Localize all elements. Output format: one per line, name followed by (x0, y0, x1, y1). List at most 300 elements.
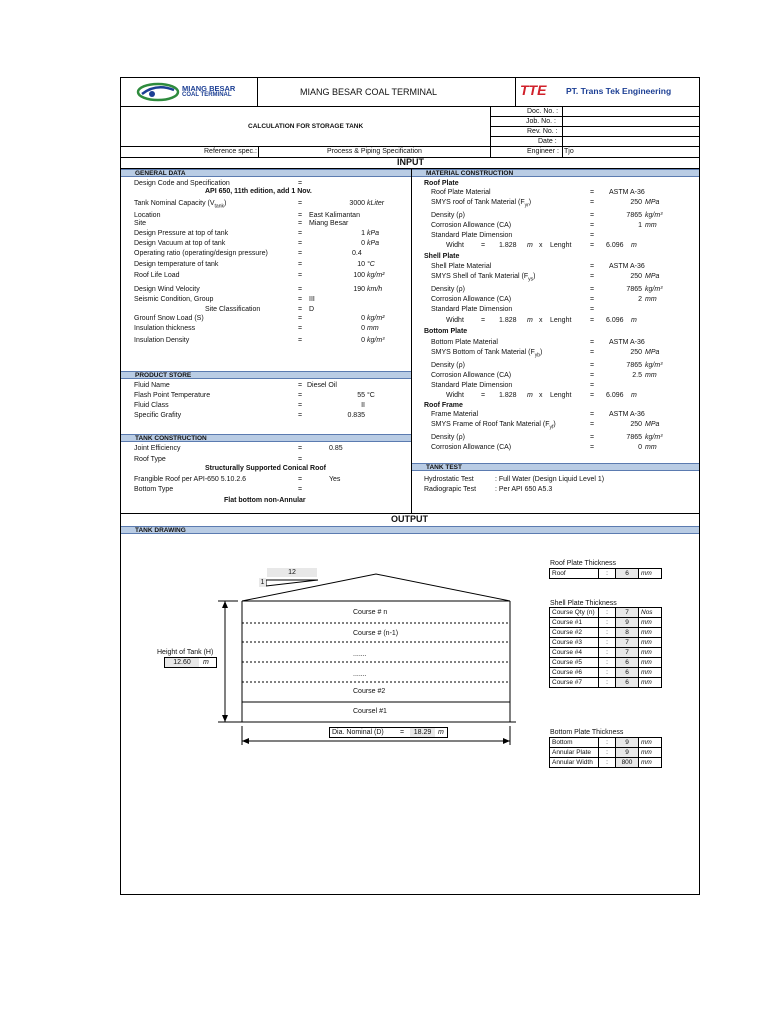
thickness-unit: mm (639, 569, 662, 579)
thickness-value: 9 (616, 748, 639, 758)
thickness-label: Course #4 (550, 648, 599, 658)
general-value: 0 (361, 325, 365, 332)
general-eq: = (298, 296, 303, 303)
general-eq: = (298, 272, 303, 279)
thickness-value: 7 (616, 648, 639, 658)
diameter-eq: = (400, 729, 405, 736)
thickness-value: 6 (616, 668, 639, 678)
material-value: ASTM A-36 (609, 263, 645, 270)
material-unit: MPa (645, 273, 660, 280)
docinfo-vdivider (490, 106, 491, 157)
thickness-value: 6 (616, 658, 639, 668)
material-eq: = (590, 362, 595, 369)
plate-unit: m (631, 392, 637, 399)
plate-times: x (539, 392, 543, 399)
engineer-value: Tjo (564, 148, 574, 155)
plate-width-value: 1.828 (499, 242, 517, 249)
general-value: 0.4 (352, 250, 362, 257)
tank-con-label: Roof Type (134, 456, 166, 463)
hydro-test-value: : Full Water (Design Liquid Level 1) (495, 476, 605, 483)
material-label: Density (ρ) (431, 286, 465, 293)
table-row (550, 678, 662, 688)
material-eq: = (590, 232, 595, 239)
product-value: 0.835 (347, 412, 365, 419)
general-value: East Kalimantan (309, 212, 360, 219)
material-label: Corrosion Allowance (CA) (431, 372, 512, 379)
material-label: Density (ρ) (431, 362, 465, 369)
general-unit: km/h (367, 286, 383, 293)
thickness-colon: : (599, 738, 616, 748)
thickness-unit: mm (639, 758, 662, 768)
height-value: 12.60 (165, 658, 199, 667)
plate-unit: m (527, 317, 533, 324)
material-value: 1 (638, 222, 642, 229)
docinfo-row-line (490, 136, 700, 137)
thickness-value: 8 (616, 628, 639, 638)
material-unit: kg/m³ (645, 286, 663, 293)
general-value: 10 (357, 261, 365, 268)
docinfo-row-line (490, 116, 700, 117)
label-subscript: yf (549, 424, 554, 431)
plate-eq: = (481, 392, 486, 399)
diameter-box (329, 727, 448, 738)
thickness-colon: : (599, 628, 616, 638)
plate-length-value: 6.096 (606, 242, 624, 249)
general-label: Insulation Density (134, 337, 190, 344)
material-label: Density (ρ) (431, 212, 465, 219)
general-unit: kLiter (367, 200, 385, 207)
material-eq: = (590, 349, 595, 356)
general-eq: = (298, 180, 303, 187)
arrow-down-icon (222, 715, 228, 722)
slope-rise-value: 1 (260, 579, 265, 586)
product-label: Fluid Name (134, 382, 170, 389)
material-unit: MPa (645, 199, 660, 206)
plate-times: x (539, 242, 543, 249)
header-divider (120, 106, 700, 107)
thickness-colon: : (599, 658, 616, 668)
thickness-colon: : (599, 638, 616, 648)
tank-con-label: Frangible Roof per API-650 5.10.2.6 (134, 476, 247, 483)
material-value: ASTM A-36 (609, 411, 645, 418)
table-row (550, 658, 662, 668)
bottom-thickness-table (549, 737, 662, 768)
plate-width-label: Widht (446, 392, 464, 399)
table-row (550, 628, 662, 638)
thickness-unit: mm (639, 648, 662, 658)
contractor-logo (520, 82, 690, 102)
docinfo-row-line (490, 126, 700, 127)
material-label: Shell Plate Material (431, 263, 492, 270)
material-value: 7865 (626, 434, 642, 441)
material-unit: mm (645, 444, 657, 451)
thickness-colon: : (599, 648, 616, 658)
plate-length-label: Lenght (550, 392, 572, 399)
general-label: Roof Life Load (134, 272, 180, 279)
thickness-label: Course #3 (550, 638, 599, 648)
plate-length-value: 6.096 (606, 317, 624, 324)
general-value: 3000 (349, 200, 365, 207)
thickness-label: Course Qty (n) (550, 608, 599, 618)
general-value: 100 (353, 272, 365, 279)
table-row (550, 648, 662, 658)
product-label: Fluid Class (134, 402, 169, 409)
logo-subtext: COAL TERMINAL (182, 92, 232, 98)
material-eq: = (590, 382, 595, 389)
material-value: 2.5 (632, 372, 642, 379)
plate-eq: = (590, 392, 595, 399)
general-value: 0 (361, 337, 365, 344)
tank-con-value: Yes (329, 476, 341, 483)
thickness-unit: mm (639, 678, 662, 688)
sheet-subtitle: CALCULATION FOR STORAGE TANK (248, 123, 364, 130)
general-unit: kPa (367, 240, 380, 247)
general-value: 190 (353, 286, 365, 293)
material-label: Standard Plate Dimension (431, 232, 513, 239)
general-eq: = (298, 220, 303, 227)
material-eq: = (590, 339, 595, 346)
general-value: D (309, 306, 315, 313)
material-value: 0 (638, 444, 642, 451)
table-row (550, 618, 662, 628)
general-unit: °C (367, 261, 375, 268)
height-box (164, 657, 217, 668)
thickness-label: Annular Width (550, 758, 599, 768)
course-label-n: Course # n (353, 609, 388, 616)
general-label: Seismic Condition, Group (134, 296, 214, 303)
general-eq: = (298, 200, 303, 207)
material-eq: = (590, 296, 595, 303)
material-eq: = (590, 199, 595, 206)
general-label: Design Code and Specification (134, 180, 230, 187)
material-value: 250 (630, 349, 642, 356)
radio-test-value: : Per API 650 A5.3 (495, 486, 553, 493)
arrow-left-icon (242, 738, 249, 744)
general-eq: = (298, 306, 303, 313)
rev-no-label: Rev. No. : (527, 128, 558, 135)
material-label: Density (ρ) (431, 434, 465, 441)
plate-width-label: Widht (446, 317, 464, 324)
roof-thickness-table (549, 568, 662, 579)
header-vdivider (515, 77, 516, 106)
general-value: 0 (361, 315, 365, 322)
general-eq: = (298, 230, 303, 237)
roof-plate-heading: Roof Plate (424, 180, 459, 187)
material-unit: kg/m³ (645, 212, 663, 219)
general-data-heading: GENERAL DATA (121, 169, 411, 177)
general-eq: = (298, 286, 303, 293)
thickness-unit: mm (639, 748, 662, 758)
header-vdivider (257, 77, 258, 106)
product-eq: = (298, 412, 303, 419)
material-eq: = (590, 444, 595, 451)
material-label: Standard Plate Dimension (431, 382, 513, 389)
thickness-value: 7 (616, 638, 639, 648)
thickness-label: Roof (550, 569, 599, 579)
label-subscript: tank (214, 203, 224, 210)
course-label-2: Course #2 (353, 688, 386, 695)
tank-con-value-bold: Flat bottom non-Annular (224, 497, 306, 504)
table-row (550, 608, 662, 618)
thickness-value: 800 (616, 758, 639, 768)
ref-spec-label: Reference spec.: (204, 148, 257, 155)
tank-roof (242, 574, 510, 601)
material-eq: = (590, 286, 595, 293)
thickness-colon: : (599, 678, 616, 688)
thickness-value: 9 (616, 738, 639, 748)
thickness-value: 9 (616, 618, 639, 628)
product-value: Diesel Oil (307, 382, 337, 389)
general-unit: kg/m³ (367, 337, 385, 344)
plate-eq: = (590, 317, 595, 324)
material-label: Corrosion Allowance (CA) (431, 444, 512, 451)
tank-con-value: 0.85 (329, 445, 343, 452)
bottom-plate-heading: Bottom Plate (424, 328, 468, 335)
general-label: Site Classification (205, 306, 261, 313)
general-value-bold: API 650, 11th edition, add 1 Nov. (205, 188, 312, 195)
diameter-label: Dia. Nominal (D) (332, 729, 384, 736)
engineer-label: Engineer : (527, 148, 559, 155)
height-unit: m (203, 659, 209, 666)
table-row (550, 748, 662, 758)
thickness-colon: : (599, 618, 616, 628)
material-eq: = (590, 421, 595, 428)
general-eq: = (298, 325, 303, 332)
general-eq: = (298, 261, 303, 268)
slope-run-value: 12 (267, 568, 317, 577)
ref-row-line (120, 146, 490, 147)
course-label-1: Coursel #1 (353, 708, 387, 715)
material-eq: = (590, 306, 595, 313)
tank-drawing-heading: TANK DRAWING (121, 526, 699, 534)
table-row (550, 758, 662, 768)
slope-hyp-line (266, 580, 318, 586)
logo-text: MIANG BESAR (182, 84, 236, 93)
general-label: Design temperature of tank (134, 261, 219, 268)
material-value: 7865 (626, 362, 642, 369)
general-eq: = (298, 250, 303, 257)
thickness-label: Course #7 (550, 678, 599, 688)
output-heading: OUTPUT (391, 514, 428, 524)
ref-spec-value: Process & Piping Specification (327, 148, 422, 155)
tank-con-eq: = (298, 476, 303, 483)
product-label: Flash Point Temperature (134, 392, 211, 399)
material-unit: kg/m³ (645, 362, 663, 369)
material-eq: = (590, 372, 595, 379)
general-label: Operating ratio (operating/design pressure) (134, 250, 268, 257)
thickness-colon: : (599, 668, 616, 678)
shell-thickness-title: Shell Plate Thickness (550, 600, 617, 607)
general-label: Location (134, 212, 161, 219)
plate-length-label: Lenght (550, 242, 572, 249)
material-label: Standard Plate Dimension (431, 306, 513, 313)
material-eq: = (590, 189, 595, 196)
material-eq: = (590, 411, 595, 418)
general-unit: kPa (367, 230, 380, 237)
general-value: 1 (361, 230, 365, 237)
material-eq: = (590, 212, 595, 219)
general-unit: kg/m² (367, 272, 385, 279)
tank-test-heading: TANK TEST (412, 463, 699, 471)
product-eq: = (298, 382, 303, 389)
material-eq: = (590, 263, 595, 270)
arrow-up-icon (222, 601, 228, 608)
doc-no-label: Doc. No. : (527, 108, 559, 115)
plate-eq: = (590, 242, 595, 249)
logo-swirl-icon (136, 81, 180, 103)
hydro-test-label: Hydrostatic Test (424, 476, 474, 483)
thickness-unit: mm (639, 628, 662, 638)
ref-vdivider (258, 146, 259, 157)
material-label: SMYS Shell of Tank Material $(F_{ys})$ (431, 273, 536, 283)
tank-con-eq: = (298, 445, 303, 452)
thickness-colon: : (599, 569, 616, 579)
thickness-label: Course #1 (550, 618, 599, 628)
thickness-value: 6 (616, 678, 639, 688)
material-eq: = (590, 273, 595, 280)
diameter-unit: m (438, 729, 444, 736)
material-label: SMYS Frame of Roof Tank Material $(F_{yf})$ (431, 421, 556, 431)
product-value: 55 (357, 392, 365, 399)
material-label: Corrosion Allowance (CA) (431, 222, 512, 229)
general-label: Design Vacuum at top of tank (134, 240, 226, 247)
material-eq: = (590, 222, 595, 229)
thickness-colon: : (599, 608, 616, 618)
roof-frame-heading: Roof Frame (424, 402, 463, 409)
plate-unit: m (527, 242, 533, 249)
radio-test-label: Radiograpic Test (424, 486, 477, 493)
table-row (550, 738, 662, 748)
tank-con-label: Bottom Type (134, 486, 174, 493)
thickness-value: 6 (616, 569, 639, 579)
material-value: 250 (630, 199, 642, 206)
product-unit: °C (367, 392, 375, 399)
product-value: II (361, 402, 365, 409)
general-value: Miang Besar (309, 220, 349, 227)
material-label: Frame Material (431, 411, 479, 418)
tte-logo-mark: TTE (520, 82, 547, 98)
input-heading: INPUT (397, 157, 424, 167)
material-construction-heading: MATERIAL CONSTRUCTION (412, 169, 699, 177)
material-unit: MPa (645, 421, 660, 428)
table-row (550, 638, 662, 648)
course-label-dots: ....... (353, 651, 367, 658)
thickness-value: 7 (616, 608, 639, 618)
job-no-label: Job. No. : (526, 118, 556, 125)
general-eq: = (298, 337, 303, 344)
tank-construction-heading: TANK CONSTRUCTION (121, 434, 411, 442)
material-value: 7865 (626, 286, 642, 293)
thickness-label: Course #6 (550, 668, 599, 678)
thickness-label: Course #2 (550, 628, 599, 638)
label-subscript: ys (528, 276, 534, 283)
material-unit: MPa (645, 349, 660, 356)
thickness-label: Bottom (550, 738, 599, 748)
thickness-unit: mm (639, 738, 662, 748)
plate-eq: = (481, 317, 486, 324)
material-value: ASTM A-36 (609, 189, 645, 196)
shell-thickness-table (549, 607, 662, 688)
input-column-divider (411, 168, 412, 513)
material-label: SMYS roof of Tank Material $(F_{yr})$ (431, 199, 532, 209)
general-label: Design Pressure at top of tank (134, 230, 229, 237)
material-label: Corrosion Allowance (CA) (431, 296, 512, 303)
plate-width-label: Widht (446, 242, 464, 249)
plate-eq: = (481, 242, 486, 249)
general-value: 0 (361, 240, 365, 247)
plate-unit: m (631, 242, 637, 249)
thickness-unit: mm (639, 638, 662, 648)
material-eq: = (590, 434, 595, 441)
plate-length-value: 6.096 (606, 392, 624, 399)
roof-thickness-title: Roof Plate Thickness (550, 560, 617, 567)
thickness-unit: mm (639, 618, 662, 628)
thickness-colon: : (599, 748, 616, 758)
general-label: Insulation thickness (134, 325, 196, 332)
course-label-dots: ....... (353, 671, 367, 678)
thickness-colon: : (599, 758, 616, 768)
material-value: 250 (630, 273, 642, 280)
tank-con-eq: = (298, 486, 303, 493)
general-label: Tank Nominal Capacity $(V_{tank})$ (134, 200, 227, 210)
page-title: MIANG BESAR COAL TERMINAL (300, 87, 438, 97)
plate-length-label: Lenght (550, 317, 572, 324)
table-row (550, 569, 662, 579)
product-label: Specific Grafity (134, 412, 182, 419)
course-label-n-1: Course # (n-1) (353, 630, 399, 637)
general-label: Grounf Snow Load (S) (134, 315, 204, 322)
material-value: 250 (630, 421, 642, 428)
height-label: Height of Tank (H) (157, 649, 214, 656)
docinfo-row-line (490, 146, 700, 147)
general-value: III (309, 296, 315, 303)
tank-con-value-bold: Structurally Supported Conical Roof (205, 465, 326, 472)
material-label: Bottom Plate Material (431, 339, 498, 346)
product-eq: = (298, 392, 303, 399)
material-label: Roof Plate Material (431, 189, 491, 196)
material-unit: mm (645, 372, 657, 379)
tank-con-label: Joint Efficiency (134, 445, 181, 452)
general-label: Design Wind Velocity (134, 286, 200, 293)
docinfo-vdivider (562, 106, 563, 157)
thickness-unit: Nos (639, 608, 662, 618)
thickness-unit: mm (639, 668, 662, 678)
company-logo (136, 81, 246, 103)
label-subscript: yb (534, 352, 541, 359)
thickness-label: Course #5 (550, 658, 599, 668)
material-unit: mm (645, 222, 657, 229)
diameter-value: 18.29 (410, 728, 435, 737)
product-store-heading: PRODUCT STORE (121, 371, 411, 379)
material-value: 7865 (626, 212, 642, 219)
material-value: ASTM A-36 (609, 339, 645, 346)
material-label: SMYS Bottom of Tank Material $(F_{yb})$ (431, 349, 543, 359)
plate-width-value: 1.828 (499, 392, 517, 399)
general-eq: = (298, 212, 303, 219)
shell-plate-heading: Shell Plate (424, 253, 460, 260)
product-eq: = (298, 402, 303, 409)
material-unit: kg/m³ (645, 434, 663, 441)
material-unit: mm (645, 296, 657, 303)
general-unit: kg/m² (367, 315, 385, 322)
plate-width-value: 1.828 (499, 317, 517, 324)
date-label: Date : (538, 138, 557, 145)
general-eq: = (298, 240, 303, 247)
plate-unit: m (527, 392, 533, 399)
label-subscript: yr (524, 202, 529, 209)
table-row (550, 668, 662, 678)
thickness-label: Annular Plate (550, 748, 599, 758)
